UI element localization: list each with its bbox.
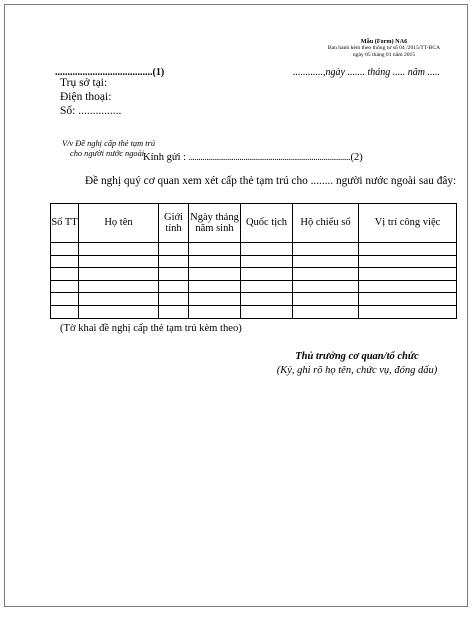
recipient-label: Kính gửi :	[143, 152, 187, 163]
table-cell[interactable]	[293, 293, 359, 306]
table-cell[interactable]	[359, 255, 457, 268]
signature-title: Thủ trưởng cơ quan/tổ chức	[295, 351, 419, 362]
form-page	[4, 4, 468, 607]
subject-line-1: V/v Đề nghị cấp thẻ tạm trú	[62, 139, 156, 148]
table-cell[interactable]	[51, 293, 79, 306]
attachment-note: (Tờ khai đề nghị cấp thẻ tạm trú kèm theo)	[60, 323, 242, 334]
table-cell[interactable]	[189, 243, 241, 256]
table-cell[interactable]	[241, 243, 293, 256]
table-cell[interactable]	[241, 268, 293, 281]
table-cell[interactable]	[359, 293, 457, 306]
table-cell[interactable]	[159, 268, 189, 281]
col-header-job-position: Vị trí công việc	[359, 204, 457, 243]
table-cell[interactable]	[189, 255, 241, 268]
recipient-line	[143, 152, 363, 163]
col-header-birthdate: Ngày tháng năm sinh	[189, 204, 241, 243]
document-number-label: Số: ...............	[60, 105, 122, 117]
table-cell[interactable]	[359, 280, 457, 293]
table-cell[interactable]	[51, 243, 79, 256]
table-cell[interactable]	[51, 305, 79, 318]
table-cell[interactable]	[359, 243, 457, 256]
col-header-nationality: Quốc tịch	[241, 204, 293, 243]
table-cell[interactable]	[293, 268, 359, 281]
phone-label: Điện thoại:	[60, 91, 112, 103]
foreigner-table	[50, 203, 457, 319]
table-cell[interactable]	[359, 268, 457, 281]
table-cell[interactable]	[189, 293, 241, 306]
table-body	[51, 243, 457, 319]
table-cell[interactable]	[189, 305, 241, 318]
table-cell[interactable]	[51, 255, 79, 268]
table-cell[interactable]	[159, 293, 189, 306]
table-cell[interactable]	[159, 243, 189, 256]
table-cell[interactable]	[79, 293, 159, 306]
table-row	[51, 255, 457, 268]
table-cell[interactable]	[79, 305, 159, 318]
table-cell[interactable]	[359, 305, 457, 318]
table-cell[interactable]	[159, 280, 189, 293]
table-cell[interactable]	[293, 243, 359, 256]
col-header-passport: Hộ chiếu số	[293, 204, 359, 243]
table-cell[interactable]	[51, 268, 79, 281]
signature-instruction: (Ký, ghi rõ họ tên, chức vụ, đóng dấu)	[276, 365, 438, 376]
subject-block	[62, 139, 155, 159]
table-cell[interactable]	[241, 255, 293, 268]
table-row	[51, 293, 457, 306]
table-cell[interactable]	[293, 280, 359, 293]
form-header	[309, 38, 459, 60]
table-cell[interactable]	[79, 280, 159, 293]
table-row	[51, 243, 457, 256]
table-cell[interactable]	[241, 280, 293, 293]
subject-line-2: cho người nước ngoài	[70, 149, 145, 158]
col-header-name: Họ tên	[79, 204, 159, 243]
date-fill-line: ............,ngày ....... tháng ..... năm .....	[293, 67, 440, 78]
table-cell[interactable]	[293, 255, 359, 268]
recipient-ref: (2)	[350, 152, 363, 163]
table-row	[51, 268, 457, 281]
issued-date-line: ngày 05 tháng 01 năm 2015	[352, 52, 416, 59]
issued-line: Ban hành kèm theo thông tư số 04 /2015/TT-BCA	[327, 45, 441, 52]
table-cell[interactable]	[293, 305, 359, 318]
address-label: Trụ sở tại:	[60, 77, 108, 89]
form-title: Mẫu (Form) NA6	[360, 38, 408, 45]
table-cell[interactable]	[189, 268, 241, 281]
table-cell[interactable]	[159, 255, 189, 268]
table-cell[interactable]	[79, 268, 159, 281]
table-cell[interactable]	[51, 280, 79, 293]
table-cell[interactable]	[79, 243, 159, 256]
col-header-gender: Giới tính	[159, 204, 189, 243]
organization-name-line: .......................................(1)	[55, 67, 165, 78]
table-cell[interactable]	[241, 305, 293, 318]
table-cell[interactable]	[79, 255, 159, 268]
table-cell[interactable]	[159, 305, 189, 318]
recipient-dots: ...................................................................................	[188, 152, 351, 162]
col-header-number: Số TT	[51, 204, 79, 243]
table-row	[51, 280, 457, 293]
table-row	[51, 305, 457, 318]
table-cell[interactable]	[189, 280, 241, 293]
table-header-row	[51, 204, 457, 243]
request-text: Đề nghị quý cơ quan xem xét cấp thẻ tạm trú cho ........ người nước ngoài sau đây:	[85, 175, 457, 187]
table-cell[interactable]	[241, 293, 293, 306]
